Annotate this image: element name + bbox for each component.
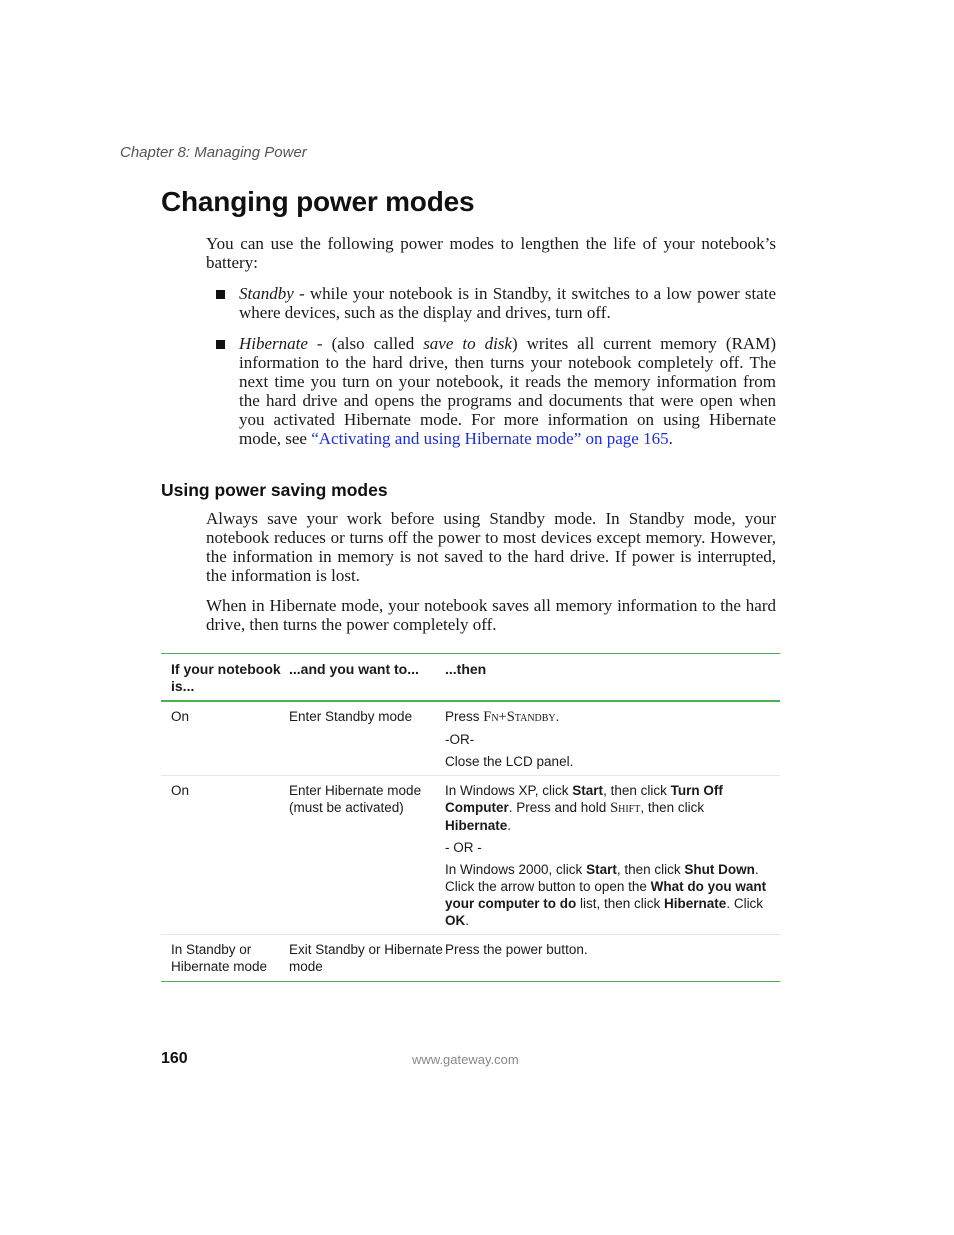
ui-term: Shut Down (684, 862, 755, 877)
ui-term: Start (586, 862, 617, 877)
cell-action: Exit Standby or Hibernate mode (289, 942, 443, 974)
instruction-text: Press (445, 709, 484, 724)
running-head: Chapter 8: Managing Power (120, 144, 307, 161)
instruction-text: . (507, 818, 512, 833)
instruction-text: list, then click (576, 896, 665, 911)
standby-description: - while your notebook is in Standby, it switches to a low power state where devices, such as the display and drives, turn off. (239, 284, 776, 322)
cell-then (445, 776, 780, 934)
instruction-text: . Click the arrow button to open the (445, 862, 759, 894)
cell-action: Enter Standby mode (289, 709, 413, 724)
instruction-text: , then click (603, 783, 671, 798)
page-number: 160 (161, 1050, 188, 1067)
cell-action: Enter Hibernate mode (must be activated) (289, 783, 422, 815)
column-header-state: If your notebook is... (171, 661, 281, 694)
instruction-text: , then click (640, 800, 705, 815)
instruction-text: . (465, 913, 470, 928)
intro-paragraph: You can use the following power modes to lengthen the life of your notebook’s battery: (206, 234, 776, 272)
power-mode-list (216, 284, 776, 448)
ui-term: Start (572, 783, 604, 798)
instruction-line (445, 708, 772, 726)
or-separator: -OR- (445, 732, 475, 747)
hibernate-description-end: . (668, 429, 673, 448)
cell-state: On (171, 709, 190, 724)
hibernate-crossref-link[interactable]: “Activating and using Hibernate mode” on page 165 (311, 429, 669, 448)
instruction-text: . Click (726, 896, 764, 911)
list-item-standby (216, 284, 776, 322)
ui-term: Hibernate (445, 818, 508, 833)
power-modes-table (161, 653, 780, 982)
footer-url: www.gateway.com (412, 1052, 519, 1067)
term-save-to-disk: save to disk (423, 334, 512, 353)
instruction-line: Close the LCD panel. (445, 754, 574, 769)
table-row (161, 776, 780, 935)
ui-term: What do you want your computer to do (445, 879, 767, 911)
table-row (161, 935, 780, 981)
key-name: Shift (610, 800, 641, 816)
cell-then (445, 702, 780, 775)
list-item-hibernate (216, 334, 776, 448)
ui-term: Hibernate (664, 896, 727, 911)
table-row (161, 702, 780, 776)
section-heading: Using power saving modes (161, 480, 388, 500)
instruction-text: In Windows 2000, click (445, 862, 587, 877)
cell-state: On (171, 783, 190, 798)
page-title: Changing power modes (161, 186, 475, 217)
term-standby: Standby (239, 284, 294, 303)
instruction-windows-2000 (445, 861, 772, 929)
term-hibernate: Hibernate (239, 334, 308, 353)
instruction-windows-xp (445, 782, 772, 834)
key-name: Fn+Standby (483, 709, 556, 725)
cell-then: Press the power button. (445, 942, 588, 957)
ui-term: Turn Off Computer (445, 783, 723, 815)
hibernate-description-a: - (also called (307, 334, 424, 353)
instruction-text: , then click (616, 862, 685, 877)
instruction-text: In Windows XP, click (445, 783, 573, 798)
instruction-text: . (555, 709, 560, 724)
hibernate-description-b: ) writes all current memory (RAM) information to the hard drive, then turns your notebook completely off. The next time you turn on your notebook, it reads the memory information from the hard drive and opens the programs and documents that were open when you activated Hibernate mode. For more information on using Hibernate mode, see (239, 334, 776, 448)
column-header-then: ...then (445, 661, 487, 677)
bullet-square-icon (216, 340, 225, 349)
column-header-action: ...and you want to... (289, 661, 419, 677)
paragraph-standby-warning: Always save your work before using Standby mode. In Standby mode, your notebook reduces or turns off the power to most devices except memory. However, the information in memory is not saved to the hard drive. If power is interrupted, the information is lost. (206, 509, 776, 585)
or-separator: - OR - (445, 840, 482, 855)
ui-term: OK (445, 913, 466, 928)
bullet-square-icon (216, 290, 225, 299)
table-header-row (161, 654, 780, 702)
cell-state: In Standby or Hibernate mode (171, 942, 268, 974)
instruction-text: . Press and hold (508, 800, 611, 815)
paragraph-hibernate-info: When in Hibernate mode, your notebook saves all memory information to the hard drive, then turns the power completely off. (206, 596, 776, 634)
